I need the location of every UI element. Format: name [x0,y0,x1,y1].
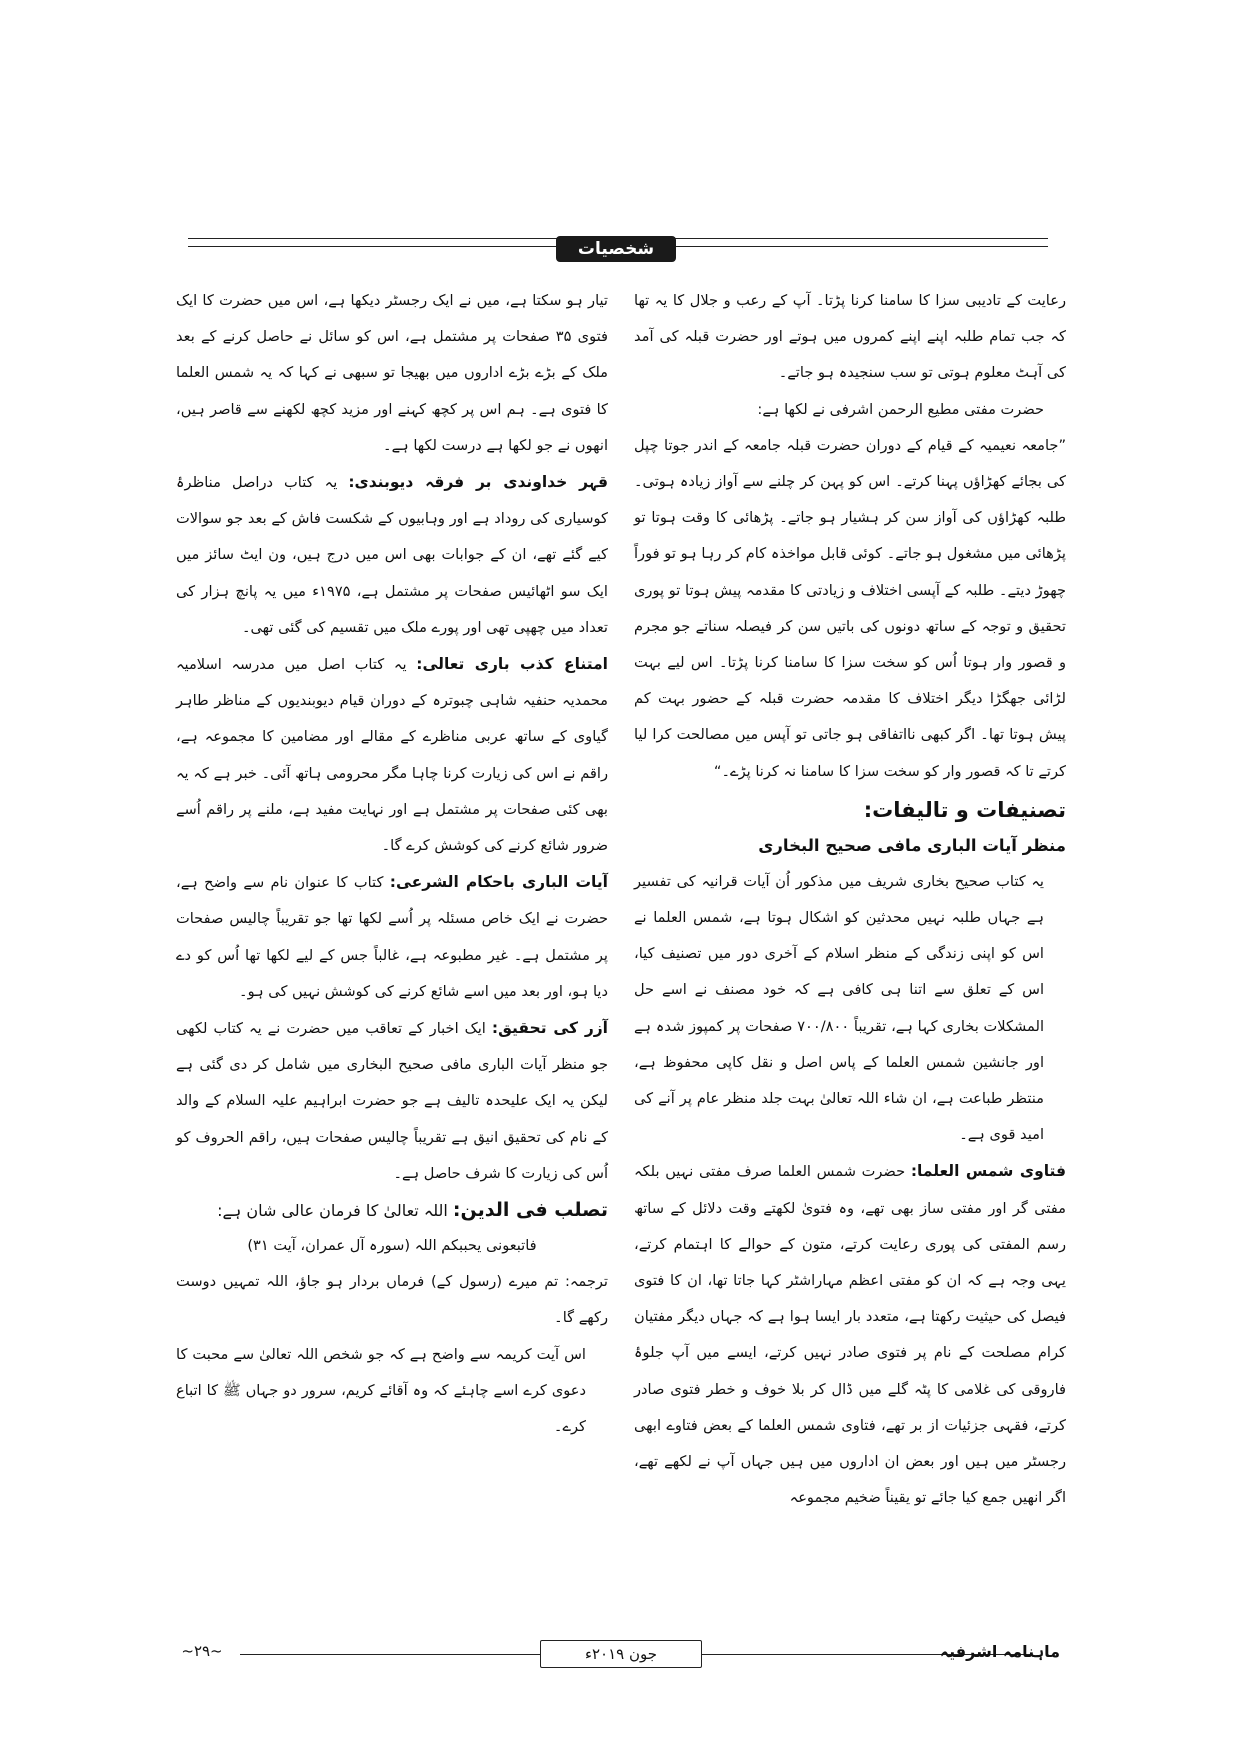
section-heading: تصلب فی الدین: [452,1199,608,1222]
issue-date: جون ۲۰۱۹ء [584,1645,658,1663]
paragraph [176,1010,608,1192]
paragraph-text: یہ کتاب دراصل مناظرۂ کوسیاری کی روداد ہے اور وہابیوں کے شکست فاش کے بعد جو سوالات کیے گئے تھے، ان کے جوابات بھی اس میں درج ہیں، ون ایٹ سائز میں ایک سو اٹھائیس صفحات پر مشتمل ہے، ۱۹۷۵ء میں یہ پانچ ہزار کی تعداد میں چھپی تھی اور پورے ملک میں تقسیم کی گئی تھی۔ [176,474,608,636]
quranic-verse: فاتبعونی یحببکم اللہ (سورہ آل عمران، آیت ۳۱) [247,1237,537,1255]
paragraph-text: یہ کتاب اصل میں مدرسہ اسلامیہ محمدیہ حنفیہ شاہی چبوترہ کے دوران قیام دیوبندیوں کے مناظر طاہر گیاوی کے ساتھ عربی مناظرے کے مقالے اور مضامین کا مجموعہ ہے، راقم نے اس کی زیارت کرنا چاہا مگر محرومی ہاتھ آئی۔ خبر ہے کہ یہ بھی کئی صفحات پر مشتمل ہے اور نہایت مفید ہے، ملنے پر راقم اُسے ضرور شائع کرنے کی کوشش کرے گا۔ [176,656,608,855]
footer-rule-left [240,1654,540,1655]
paragraph: اس آیت کریمہ سے واضح ہے کہ جو شخص اللہ تعالیٰ سے محبت کا دعوی کرے اسے چاہئے کہ وہ آقائے کریم، سرور دو جہاں ﷺ کا اتباع کرے۔ [176,1345,586,1436]
subheading: قہر خداوندی بر فرقہ دیوبندی: [348,473,608,492]
paragraph-text: ایک اخبار کے تعاقب میں حضرت نے یہ کتاب لکھی جو منظر آیات الباری مافی صحیح البخاری میں شامل کر دی گئی ہے لیکن یہ ایک علیحدہ تالیف ہے جو حضرت ابراہیم علیہ السلام کے والد کے نام کی تحقیق انیق ہے تقریباً چالیس صفحات ہیں، راقم الحروف کو اُس کی زیارت کا شرف حاصل ہے۔ [176,1020,608,1182]
subheading: امتناع کذب باری تعالی: [416,655,608,674]
left-column [176,283,608,1445]
paragraph: تیار ہو سکتا ہے، میں نے ایک رجسٹر دیکھا ہے، اس میں حضرت کا ایک فتوی ۳۵ صفحات پر مشتمل ہے، اس کو سائل نے حاصل کرنے کے بعد ملک کے بڑے بڑے اداروں میں بھیجا تو سبھی نے کہا کہ یہ شمس العلما کا فتوی ہے۔ ہم اس پر کچھ کہنے اور مزید کچھ لکھنے سے قاصر ہیں، انھوں نے جو لکھا ہے درست لکھا ہے۔ [176,292,608,454]
paragraph: یہ کتاب صحیح بخاری شریف میں مذکور اُن آیات قرانیہ کی تفسیر ہے جہاں طلبہ نہیں محدثین کو اشکال ہوتا ہے، شمس العلما نے اس کو اپنی زندگی کے منظر اسلام کے آخری دور میں تصنیف کیا، اس کے تعلق سے اتنا ہی کافی ہے کہ خود مصنف نے اسے حل المشکلات بخاری کہا ہے، تقریباً ۷۰۰/۸۰۰ صفحات پر کمپوز شدہ ہے اور جانشین شمس العلما کے پاس اصل و نقل کاپی محفوظ ہے، منتظر طباعت ہے، ان شاء اللہ تعالیٰ بہت جلد منظر عام پر آنے کی امید قوی ہے۔ [634,872,1044,1144]
subheading: آزر کی تحقیق: [491,1019,608,1038]
translation: ترجمہ: تم میرے (رسول کے) فرماں بردار ہو جاؤ، اللہ تمہیں دوست رکھے گا۔ [176,1273,608,1327]
subheading: آیات الباری باحکام الشرعی: [389,873,608,892]
paragraph-text: اللہ تعالیٰ کا فرمان عالی شان ہے: [217,1201,453,1221]
book-title: منظر آیات الباری مافی صحیح البخاری [758,835,1066,855]
footer-issue-box [540,1640,702,1668]
paragraph-text: حضرت شمس العلما صرف مفتی نہیں بلکہ مفتی گر اور مفتی ساز بھی تھے، وہ فتویٰ لکھتے وقت دلائل کے ساتھ رسم المفتی کی پوری رعایت کرتے، متون کے حوالے کا اہتمام کرتے، یہی وجہ ہے کہ ان کو مفتی اعظم مہاراشٹر کہا جاتا تھا، ان کا فتوی فیصل کی حیثیت رکھتا ہے، متعدد بار ایسا ہوا ہے کہ جہاں دیگر مفتیان کرام مصلحت کے نام پر فتوی صادر نہیں کرتے، ایسے میں آپ جلوۂ فاروقی کی غلامی کا پٹہ گلے میں ڈال کر بلا خوف و خطر فتوی صادر کرتے، فقہی جزئیات از بر تھے، فتاوی شمس العلما کے بعض فتاوے ابھی رجسٹر میں ہیں اور بعض ان اداروں میں ہیں جہاں آپ نے لکھے تھے، اگر انھیں جمع کیا جائے تو یقیناً ضخیم مجموعہ [634,1163,1066,1507]
paragraph [176,864,608,1010]
section-heading: تصنیفات و تالیفات: [863,797,1066,822]
quotation: ”جامعہ نعیمیہ کے قیام کے دوران حضرت قبلہ جامعہ کے اندر جوتا چپل کی بجائے کھڑاؤں پہنا کرتے۔ اس کو پہن کر چلنے سے آواز زیادہ ہوتی۔ طلبہ کھڑاؤں کی آواز سن کر ہشیار ہو جاتے۔ پڑھائی کا وقت ہوتا تو پڑھائی میں مشغول ہو جاتے۔ کوئی قابل مواخذہ کام کر رہا ہو تو فوراً چھوڑ دیتے۔ طلبہ کے آپسی اختلاف و زیادتی کا مقدمہ پیش ہوتا تو پوری تحقیق و توجہ کے ساتھ دونوں کی باتیں سن کر فیصلہ سناتے جو مجرم و قصور وار ہوتا اُس کو سخت سزا کا سامنا کرنا پڑتا۔ اس لیے بہت لڑائی جھگڑا دیگر اختلاف کا مقدمہ حضرت قبلہ کے حضور بہت کم پیش ہوتا تھا۔ اگر کبھی نااتفاقی ہو جاتی تو آپس میں مصالحت کرا لیا کرتے تا کہ قصور وار کو سخت سزا کا سامنا نہ کرنا پڑے۔“ [634,436,1066,780]
paragraph: رعایت کے تادیبی سزا کا سامنا کرنا پڑتا۔ آپ کے رعب و جلال کا یہ تھا کہ جب تمام طلبہ اپنے اپنے کمروں میں ہوتے اور حضرت قبلہ کی آمد کی آہٹ معلوم ہوتی تو سب سنجیدہ ہو جاتے۔ [634,292,1066,382]
paragraph-text: کتاب کا عنوان نام سے واضح ہے، حضرت نے ایک خاص مسئلہ پر اُسے لکھا تھا جو تقریباً چالیس صفحات پر مشتمل ہے۔ غیر مطبوعہ ہے، غالباً جس کے لیے لکھا تھا اُس کو دے دیا ہو، اور بعد میں اسے شائع کرنے کی کوشش نہیں کی ہو۔ [176,874,608,1000]
paragraph: حضرت مفتی مطیع الرحمن اشرفی نے لکھا ہے: [757,400,1044,418]
paragraph [176,464,608,646]
page-number: ~۲۹~ [181,1642,223,1660]
section-title: شخصیات [556,236,676,262]
right-column [634,283,1066,1517]
paragraph [634,1153,1066,1516]
subheading: فتاوی شمس العلما: [910,1162,1067,1181]
magazine-name: ماہنامہ اشرفیہ [939,1642,1060,1661]
paragraph [176,646,608,864]
